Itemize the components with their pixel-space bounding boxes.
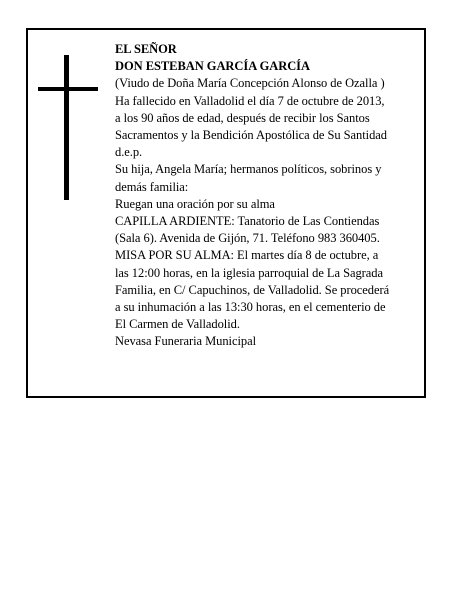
burial-line-2: El Carmen de Valladolid. [115, 317, 240, 332]
cross-horizontal-bar [38, 87, 98, 91]
mass-line-2: las 12:00 horas, en la iglesia parroquial de La Sagrada [115, 265, 383, 280]
family-line-2: demás familia: [115, 179, 189, 194]
cross-icon [38, 55, 98, 200]
prayer-line: Ruegan una oración por su alma [115, 196, 275, 211]
mass-line-1: MISA POR SU ALMA: El martes día 8 de octubre, a [115, 248, 379, 263]
family-line-1: Su hija, Angela María; hermanos políticos, sobrinos y [115, 162, 382, 177]
mass-line-3: Familia, en C/ Capuchinos, de Valladolid. Se procederá [115, 282, 390, 297]
deceased-name: DON ESTEBAN GARCÍA GARCÍA [115, 59, 310, 74]
chapel-line-2: (Sala 6). Avenida de Gijón, 71. Teléfono 983 360405. [115, 231, 380, 246]
death-line-3: Sacramentos y la Bendición Apostólica de Su Santidad [115, 128, 388, 143]
obituary-notice [26, 28, 426, 398]
burial-line-1: a su inhumación a las 13:30 horas, en el cementerio de [115, 300, 386, 315]
funeral-home-line: Nevasa Funeraria Municipal [115, 334, 257, 349]
death-line-2: a los 90 años de edad, después de recibir los Santos [115, 110, 370, 125]
death-line-1: Ha fallecido en Valladolid el día 7 de octubre de 2013, [115, 93, 385, 108]
chapel-line-1: CAPILLA ARDIENTE: Tanatorio de Las Contiendas [115, 214, 380, 229]
rip-line: d.e.p. [115, 145, 143, 160]
cross-vertical-bar [64, 55, 69, 200]
obituary-text [115, 41, 423, 351]
widower-of-line: (Viudo de Doña María Concepción Alonso de Ozalla ) [115, 76, 385, 91]
notice-title: EL SEÑOR [115, 42, 177, 56]
